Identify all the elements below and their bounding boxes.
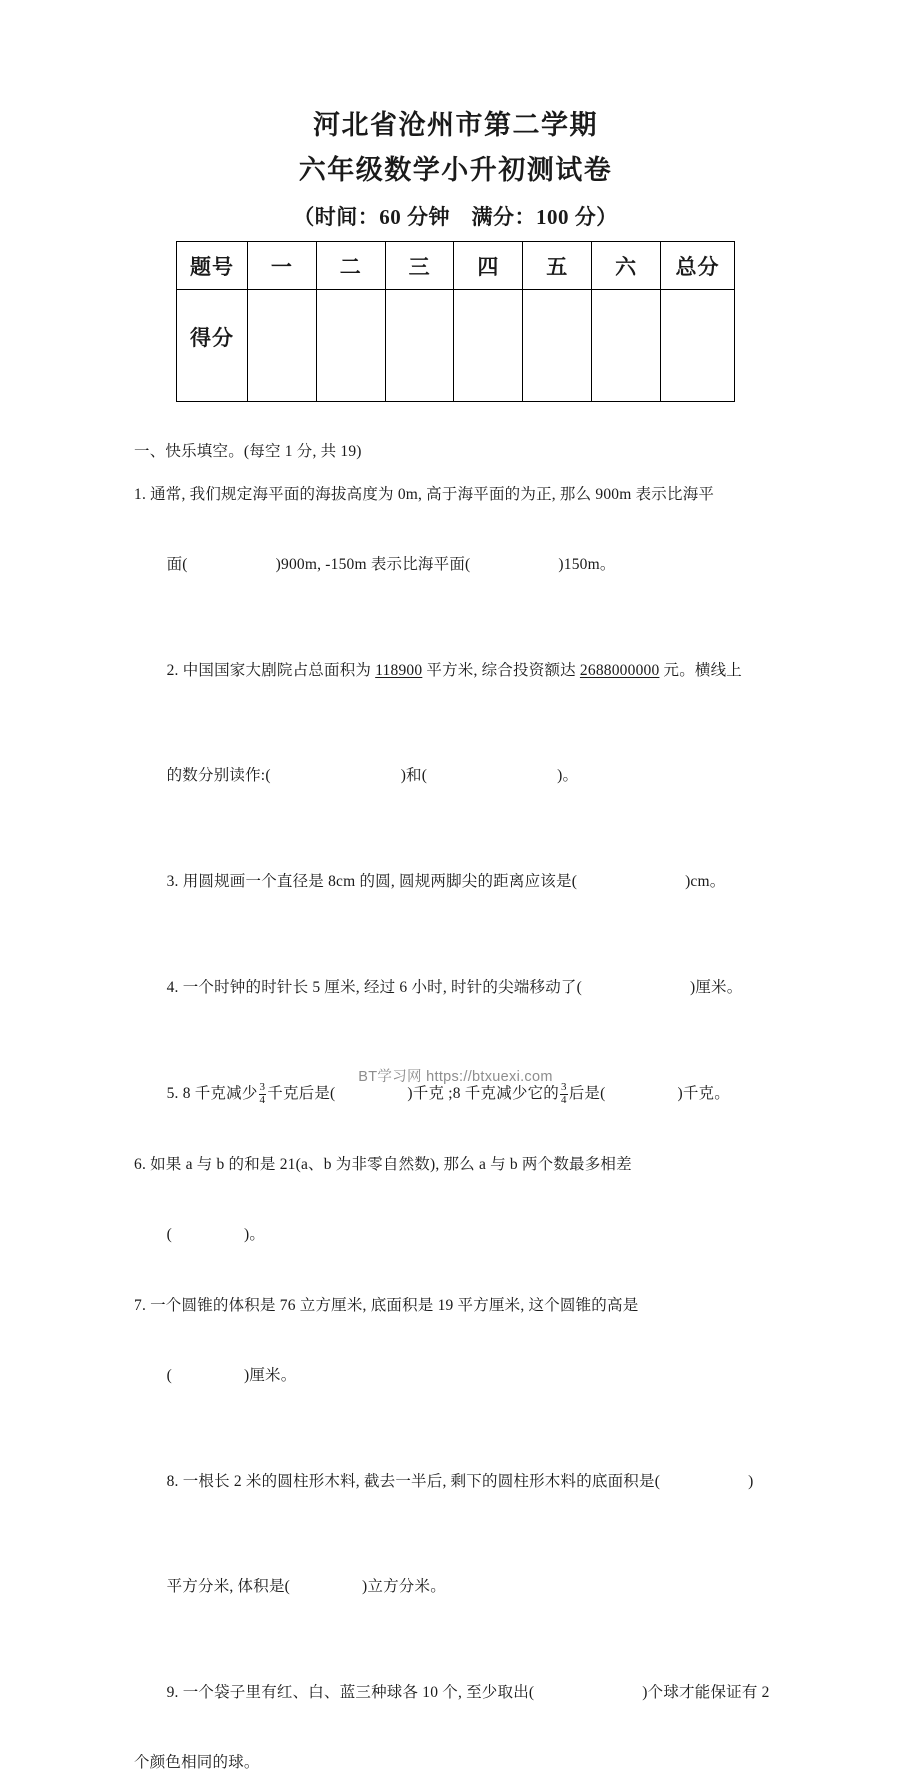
question-5-text-b: 千克后是(: [267, 1085, 336, 1102]
question-3-text-b: )cm。: [685, 873, 726, 890]
question-2-line-1a: 2. 中国国家大剧院占总面积为: [166, 662, 376, 679]
questions-content: [134, 440, 780, 1781]
table-header-5: 五: [523, 242, 592, 290]
question-7-line-1: 7. 一个圆锥的体积是 76 立方厘米, 底面积是 19 平方厘米, 这个圆锥的高是: [134, 1297, 639, 1314]
question-9-line-2: 个颜色相同的球。: [134, 1754, 260, 1771]
table-score-cell-total[interactable]: [661, 290, 735, 402]
table-header-1: 一: [248, 242, 317, 290]
table-score-cell-2[interactable]: [316, 290, 385, 402]
question-9-line-1a: 9. 一个袋子里有红、白、蓝三种球各 10 个, 至少取出(: [166, 1684, 535, 1701]
exam-info-line: （时间：60 分钟 满分：100 分）: [293, 205, 618, 229]
question-8-line-1b: ): [748, 1473, 754, 1490]
underlined-number-118900: 118900: [375, 662, 423, 679]
question-4-text-a: 4. 一个时钟的时针长 5 厘米, 经过 6 小时, 时针的尖端移动了(: [166, 979, 582, 996]
question-5-text-d: 后是(: [568, 1085, 606, 1102]
question-2-line-2b: )和(: [400, 767, 428, 784]
fraction-denominator: 4: [259, 1093, 266, 1106]
question-8-line-2b: )立方分米。: [362, 1578, 446, 1595]
question-6-line-2b: )。: [243, 1226, 266, 1243]
question-1-line-1: 1. 通常, 我们规定海平面的海拔高度为 0m, 高于海平面的为正, 那么 900m 表示比海平: [134, 486, 715, 503]
fraction-numerator: 3: [259, 1081, 266, 1094]
question-6: [134, 1147, 780, 1287]
question-1-line-2c: )150m。: [558, 556, 616, 573]
page-subtitle: 六年级数学小升初测试卷: [298, 155, 613, 185]
question-8-line-1a: 8. 一根长 2 米的圆柱形木料, 截去一半后, 剩下的圆柱形木料的底面积是(: [166, 1473, 661, 1490]
fraction-denominator: 4: [561, 1093, 567, 1106]
question-2-line-2c: )。: [557, 767, 579, 784]
question-1: [134, 477, 780, 617]
section-heading-1: 一、快乐填空。(每空 1 分, 共 19): [134, 443, 362, 460]
question-1-line-2a: 面(: [166, 556, 188, 573]
table-header-4: 四: [454, 242, 523, 290]
fraction-numerator: 3: [561, 1081, 567, 1094]
underlined-number-2688000000: 2688000000: [579, 662, 660, 679]
question-6-line-2a: (: [166, 1226, 172, 1243]
question-7-line-2b: )厘米。: [243, 1367, 297, 1384]
question-3-text-a: 3. 用圆规画一个直径是 8cm 的圆, 圆规两脚尖的距离应该是(: [166, 873, 578, 890]
table-header-6: 六: [592, 242, 661, 290]
table-score-cell-4[interactable]: [454, 290, 523, 402]
score-table-wrapper: [176, 241, 735, 402]
table-score-cell-3[interactable]: [385, 290, 454, 402]
question-3: [134, 829, 780, 934]
table-header-3: 三: [385, 242, 454, 290]
question-8-line-2a: 平方分米, 体积是(: [166, 1578, 291, 1595]
table-score-cell-1[interactable]: [248, 290, 317, 402]
table-score-label: 得分: [177, 290, 248, 402]
question-6-line-1: 6. 如果 a 与 b 的和是 21(a、b 为非零自然数), 那么 a 与 b 两个数最多相差: [134, 1156, 632, 1173]
question-4-text-b: )厘米。: [689, 979, 743, 996]
question-5-text-e: )千克。: [677, 1085, 730, 1102]
table-score-cell-5[interactable]: [523, 290, 592, 402]
table-header-2: 二: [316, 242, 385, 290]
page-title: 河北省沧州市第二学期: [313, 110, 598, 140]
footer-watermark: BT学习网 https://btxuexi.com: [358, 1069, 553, 1085]
question-1-line-2b: )900m, -150m 表示比海平面(: [275, 556, 471, 573]
question-5: [134, 1041, 780, 1146]
question-4: [134, 935, 780, 1040]
question-2-line-1c: 元。横线上: [659, 662, 742, 679]
table-row-scores: [177, 290, 735, 402]
question-5-text-c: )千克 ;8 千克减少它的: [407, 1085, 559, 1102]
question-5-text-a: 5. 8 千克减少: [166, 1085, 258, 1102]
question-2-line-1b: 平方米, 综合投资额达: [422, 662, 580, 679]
question-7: [134, 1288, 780, 1428]
question-7-line-2a: (: [166, 1367, 172, 1384]
table-header-total: 总分: [661, 242, 735, 290]
question-8: [134, 1429, 780, 1639]
question-2-line-2a: 的数分别读作:(: [166, 767, 271, 784]
question-9: [134, 1640, 780, 1780]
table-score-cell-6[interactable]: [592, 290, 661, 402]
question-9-line-1b: )个球才能保证有 2: [642, 1684, 770, 1701]
question-2: [134, 618, 780, 828]
table-row-headers: [177, 242, 735, 290]
score-table: [176, 241, 735, 402]
page-title-block: [0, 104, 911, 236]
table-header-label: 题号: [177, 242, 248, 290]
